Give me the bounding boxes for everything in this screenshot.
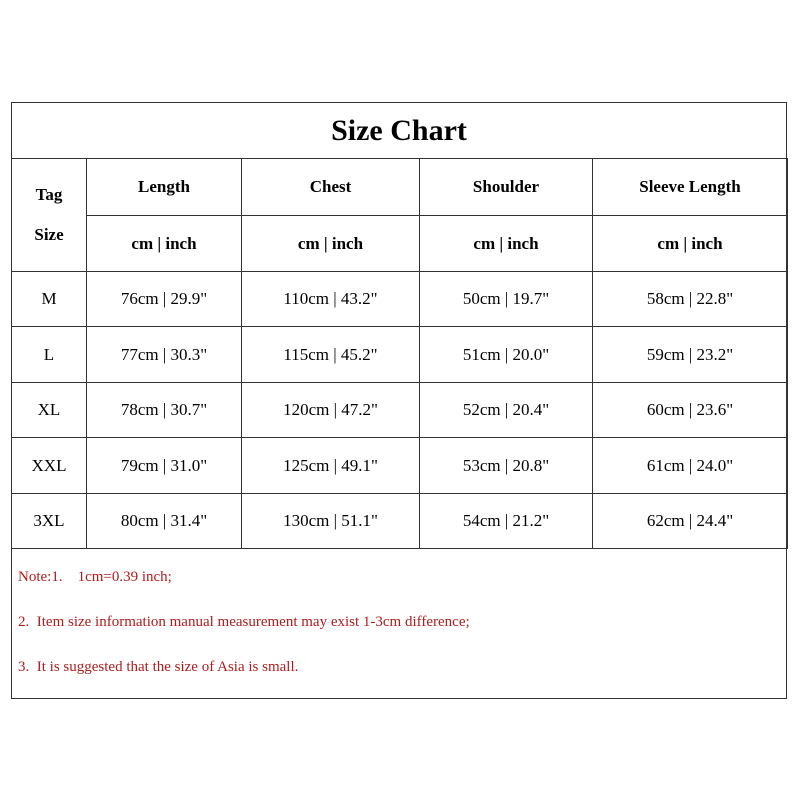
size-cell: 3XL xyxy=(12,494,87,549)
column-header-chest: Chest xyxy=(242,159,420,216)
tag-size-header xyxy=(12,159,87,272)
value-cell: 120cm | 47.2" xyxy=(242,383,420,438)
tag-header-line2: Size xyxy=(34,225,64,244)
value-cell: 54cm | 21.2" xyxy=(420,494,593,549)
value-cell: 58cm | 22.8" xyxy=(593,272,788,327)
value-cell: 110cm | 43.2" xyxy=(242,272,420,327)
size-cell: L xyxy=(12,327,87,383)
unit-label: cm | inch xyxy=(420,216,593,272)
unit-label: cm | inch xyxy=(87,216,242,272)
column-header-shoulder: Shoulder xyxy=(420,159,593,216)
note-2: 2. Item size information manual measurement may exist 1-3cm difference; xyxy=(18,614,470,630)
note-3: 3. It is suggested that the size of Asia is small. xyxy=(18,659,299,675)
size-cell: XXL xyxy=(12,438,87,494)
unit-row xyxy=(12,216,788,272)
note-1: Note:1. 1cm=0.39 inch; xyxy=(18,569,172,585)
table-row xyxy=(12,494,788,549)
value-cell: 130cm | 51.1" xyxy=(242,494,420,549)
value-cell: 51cm | 20.0" xyxy=(420,327,593,383)
value-cell: 59cm | 23.2" xyxy=(593,327,788,383)
value-cell: 61cm | 24.0" xyxy=(593,438,788,494)
table-row xyxy=(12,383,788,438)
column-header-length: Length xyxy=(87,159,242,216)
table-row xyxy=(12,438,788,494)
table-row xyxy=(12,272,788,327)
value-cell: 78cm | 30.7" xyxy=(87,383,242,438)
size-chart-frame xyxy=(11,102,787,699)
value-cell: 50cm | 19.7" xyxy=(420,272,593,327)
value-cell: 52cm | 20.4" xyxy=(420,383,593,438)
value-cell: 62cm | 24.4" xyxy=(593,494,788,549)
unit-label: cm | inch xyxy=(242,216,420,272)
size-cell: XL xyxy=(12,383,87,438)
value-cell: 53cm | 20.8" xyxy=(420,438,593,494)
value-cell: 79cm | 31.0" xyxy=(87,438,242,494)
value-cell: 76cm | 29.9" xyxy=(87,272,242,327)
value-cell: 125cm | 49.1" xyxy=(242,438,420,494)
chart-title: Size Chart xyxy=(12,103,786,159)
value-cell: 60cm | 23.6" xyxy=(593,383,788,438)
tag-header-line1: Tag xyxy=(35,185,63,204)
value-cell: 80cm | 31.4" xyxy=(87,494,242,549)
size-cell: M xyxy=(12,272,87,327)
column-header-sleeve-length: Sleeve Length xyxy=(593,159,788,216)
value-cell: 77cm | 30.3" xyxy=(87,327,242,383)
unit-label: cm | inch xyxy=(593,216,788,272)
value-cell: 115cm | 45.2" xyxy=(242,327,420,383)
table-row xyxy=(12,327,788,383)
header-row xyxy=(12,159,788,216)
size-table xyxy=(11,158,788,549)
